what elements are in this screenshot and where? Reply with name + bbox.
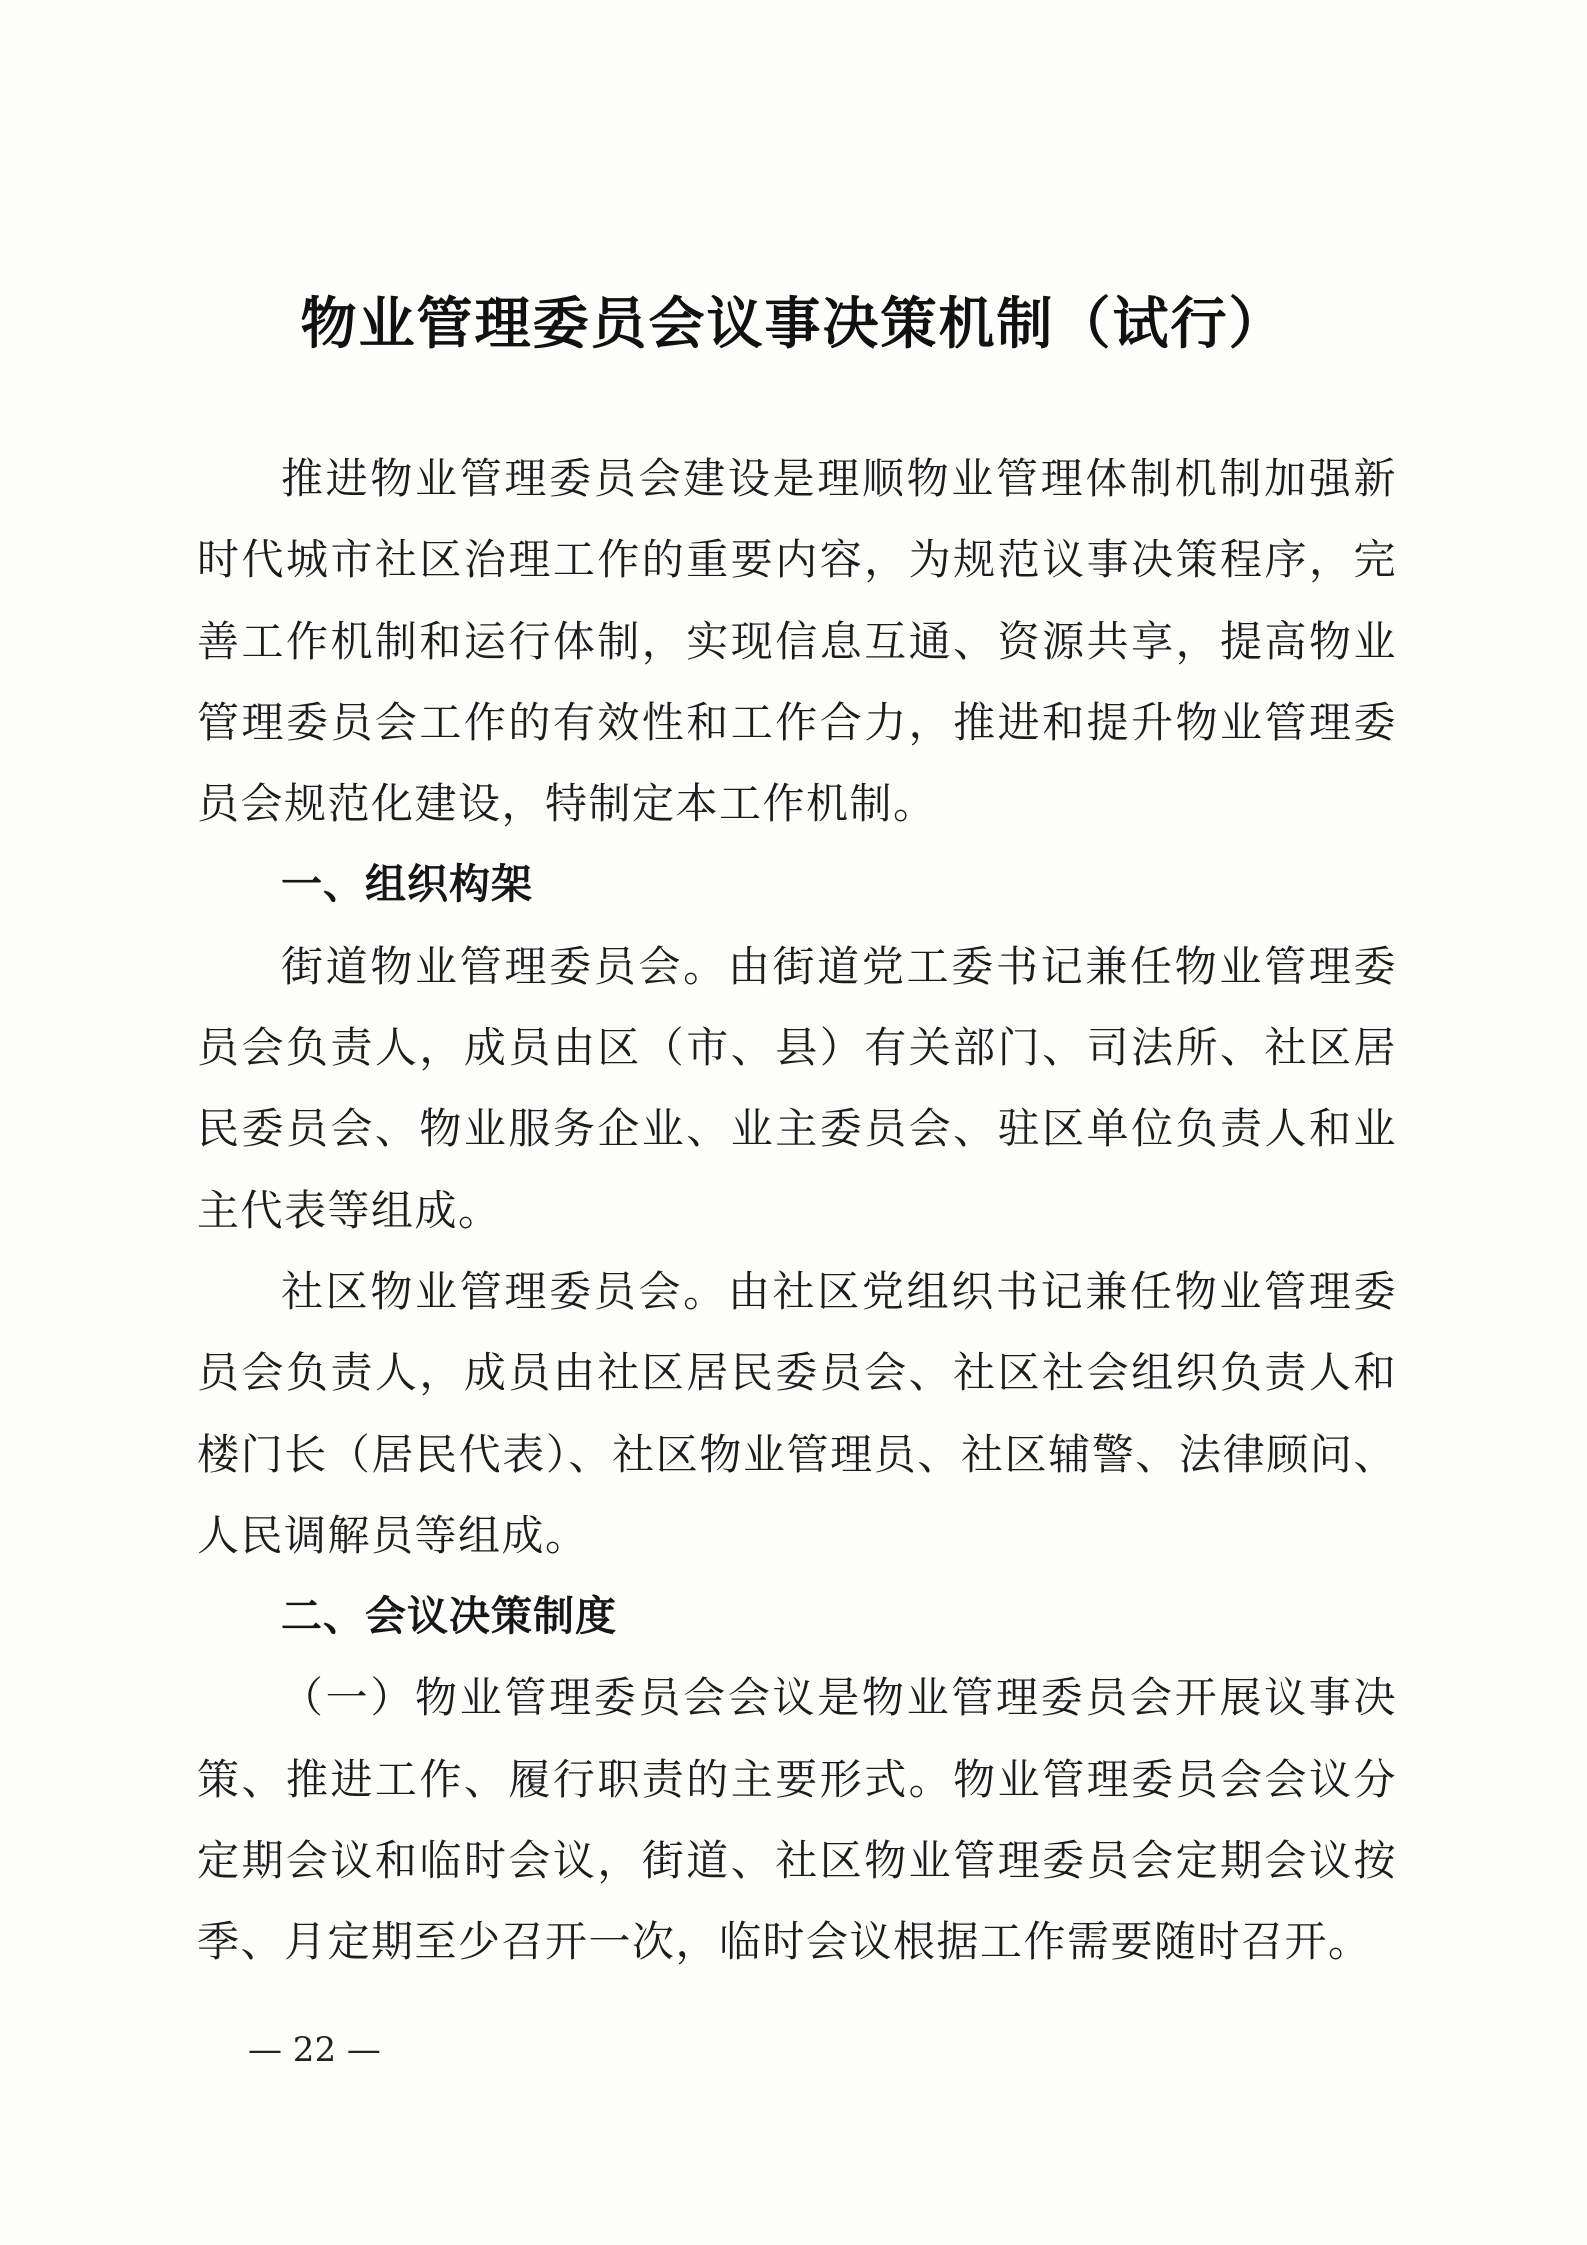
street-committee-paragraph: 街道物业管理委员会。由街道党工委书记兼任物业管理委员会负责人，成员由区（市、县）有关部门、司法所、社区居民委员会、物业服务企业、业主委员会、驻区单位负责人和业主代表等组成。 (197, 941, 1397, 1235)
document-title: 物业管理委员会议事决策机制（试行） (300, 292, 1287, 357)
intro-paragraph: 推进物业管理委员会建设是理顺物业管理体制机制加强新时代城市社区治理工作的重要内容，为规范议事决策程序，完善工作机制和运行体制，实现信息互通、资源共享，提高物业管理委员会工作的有效性和工作合力，推进和提升物业管理委员会规范化建设，特制定本工作机制。 (197, 454, 1397, 829)
community-committee-paragraph: 社区物业管理委员会。由社区党组织书记兼任物业管理委员会负责人，成员由社区居民委员会、社区社会组织负责人和楼门长（居民代表）、社区物业管理员、社区辅警、法律顾问、人民调解员等组成。 (197, 1266, 1397, 1560)
page-number: — 22 — (248, 2030, 381, 2070)
meeting-paragraph: （一）物业管理委员会会议是物业管理委员会开展议事决策、推进工作、履行职责的主要形式。物业管理委员会会议分定期会议和临时会议，街道、社区物业管理委员会定期会议按季、月定期至少召开一次，临时会议根据工作需要随时召开。 (197, 1673, 1397, 1967)
section-heading-organization: 一、组织构架 (281, 860, 533, 909)
document-body (197, 438, 1397, 1983)
section-heading-meeting-decision: 二、会议决策制度 (281, 1592, 617, 1641)
